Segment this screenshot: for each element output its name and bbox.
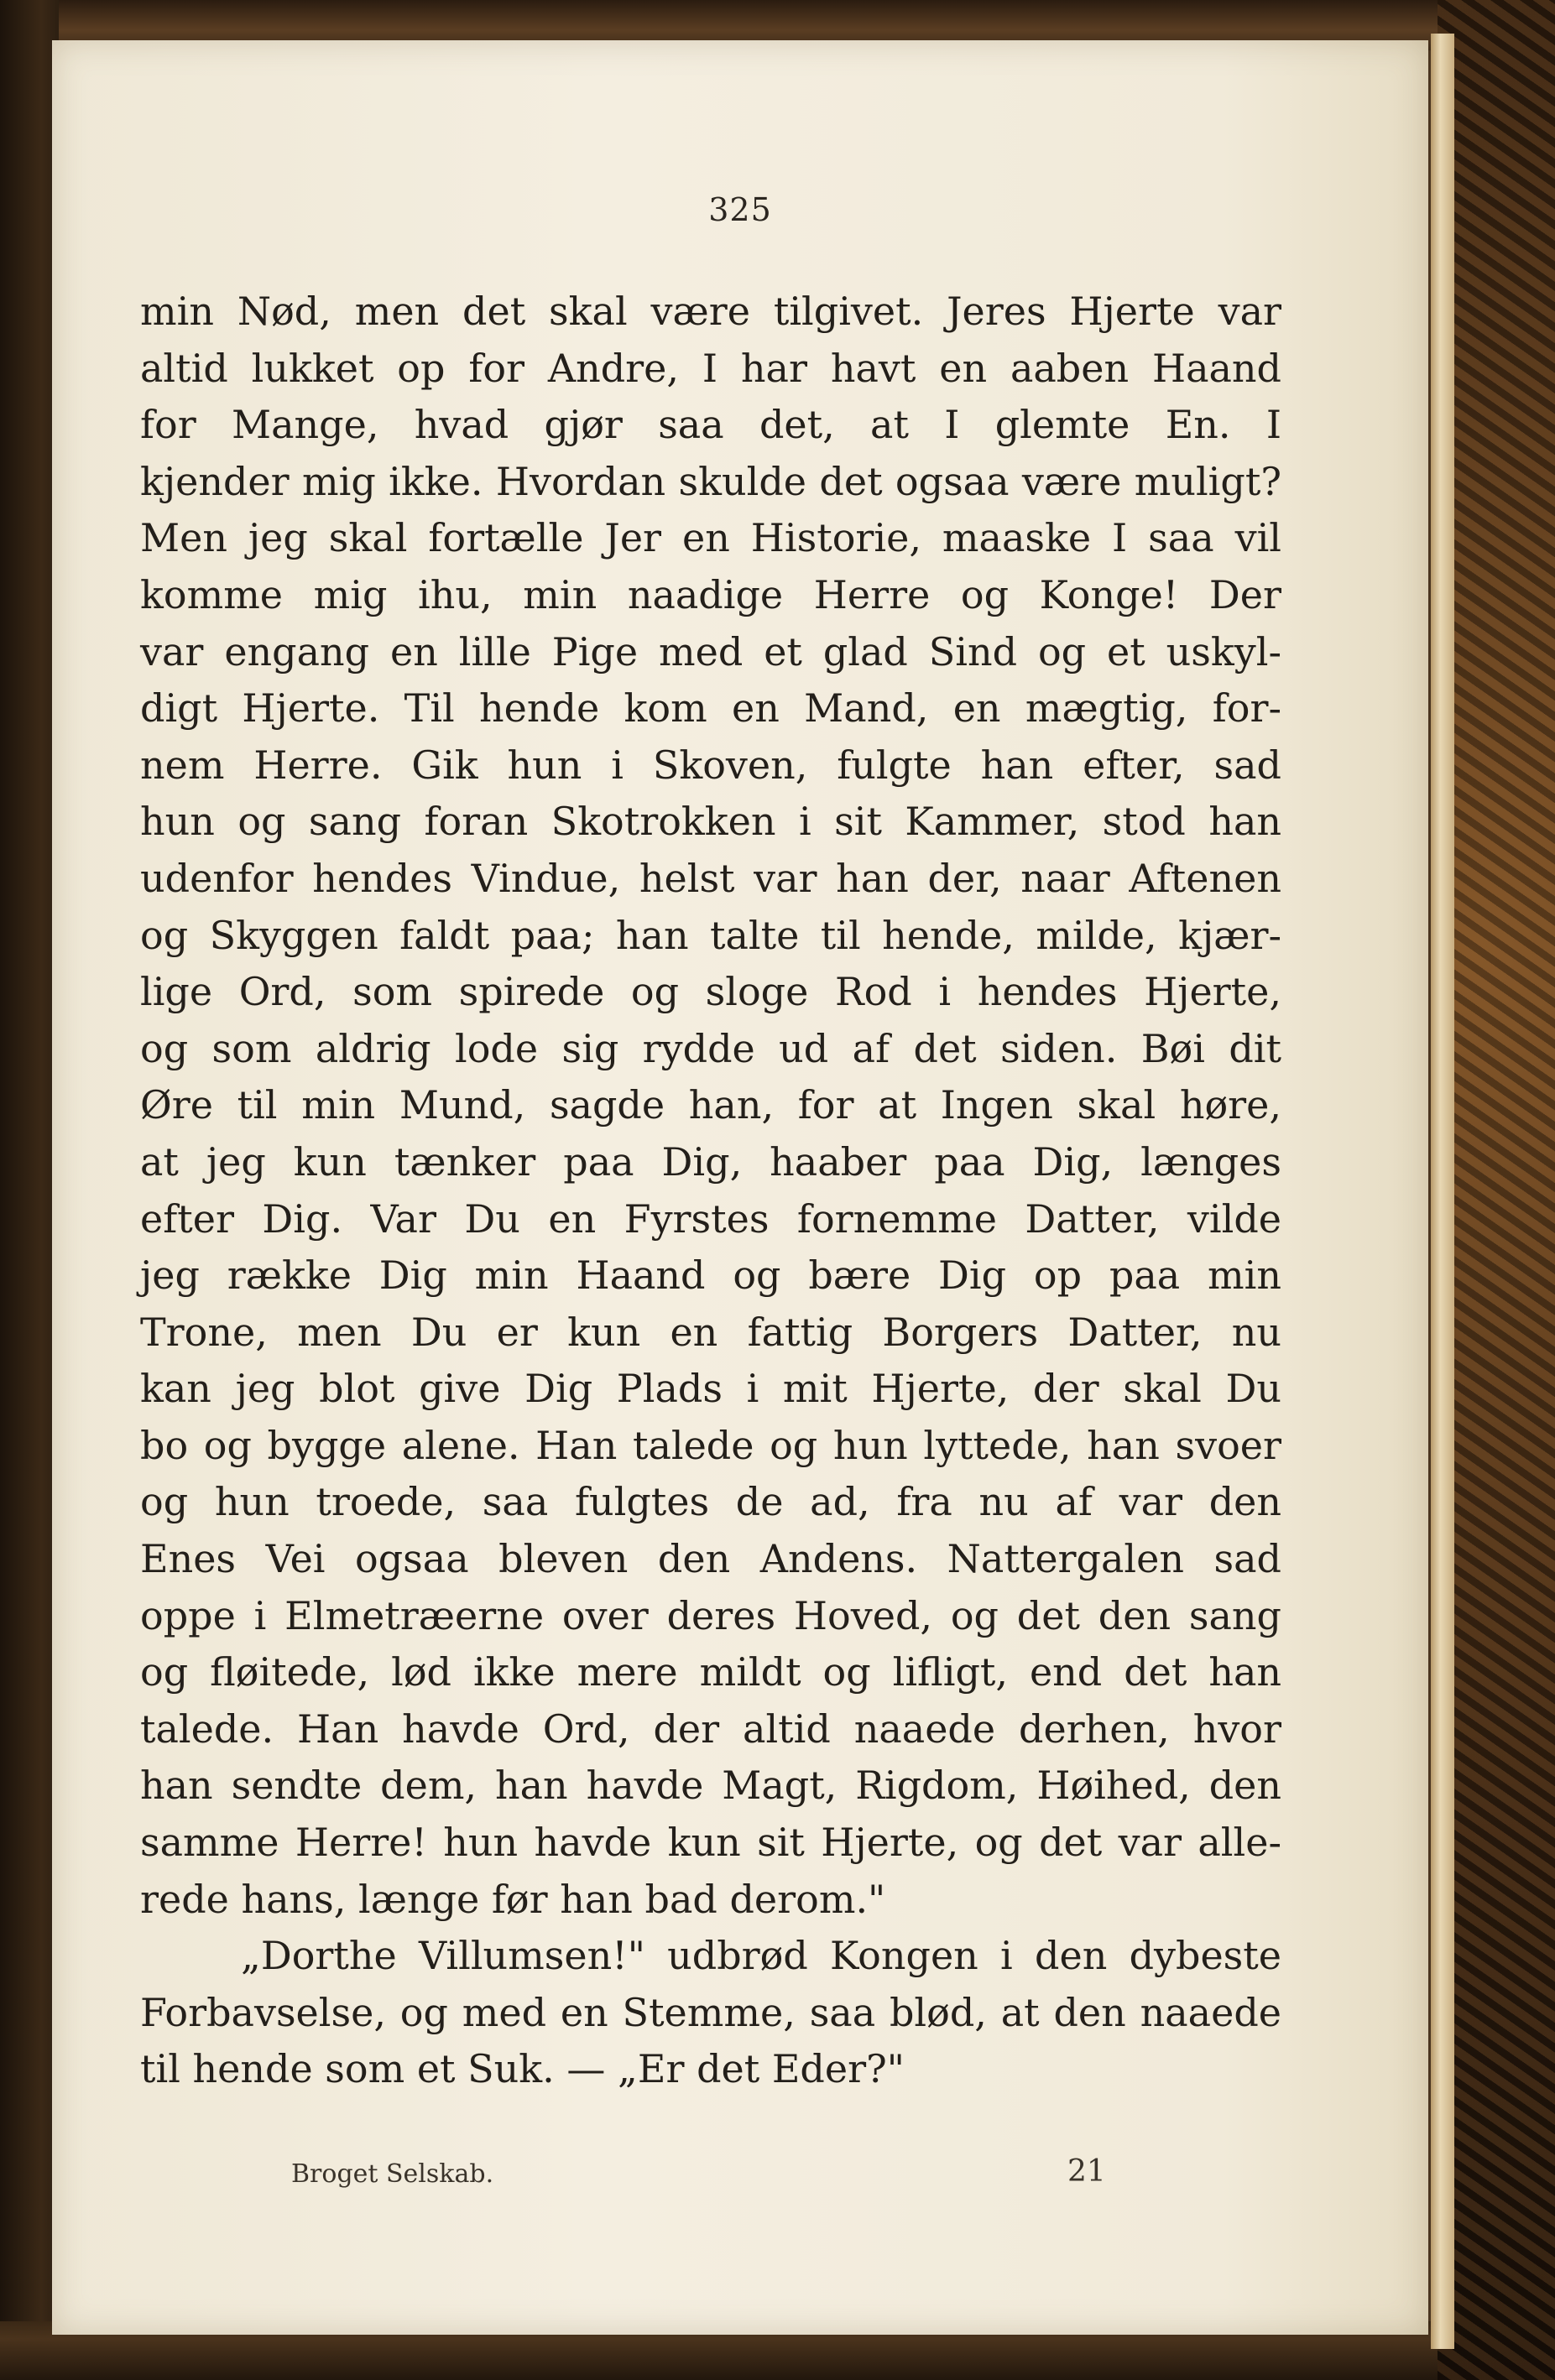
marbled-cover-right [1438, 0, 1555, 2380]
text-line: rede hans, længe før han bad derom." [140, 1876, 886, 1922]
page-number: 325 [708, 191, 772, 228]
text-line: kan jeg blot give Dig Plads i mit Hjerte, der skal Du [140, 1366, 1281, 1412]
text-line: og Skyggen faldt paa; han talte til hende, milde, kjær- [140, 912, 1281, 958]
text-line: hun og sang foran Skotrokken i sit Kammer, stod han [140, 799, 1281, 845]
text-line: Trone, men Du er kun en fattig Borgers Datter, nu [140, 1309, 1281, 1355]
signature-mark: Broget Selskab. [291, 2159, 494, 2189]
text-line: Forbavselse, og med en Stemme, saa blød, at den naaede [140, 1989, 1281, 2035]
paper-page [52, 40, 1428, 2335]
text-line: bo og bygge alene. Han talede og hun lyttede, han svoer [140, 1422, 1281, 1468]
text-line: han sendte dem, han havde Magt, Rigdom, Høihed, den [140, 1763, 1281, 1809]
text-line: samme Herre! hun havde kun sit Hjerte, og det var alle- [140, 1820, 1281, 1866]
text-line: Enes Vei ogsaa bleven den Andens. Nattergalen sad [140, 1536, 1281, 1582]
text-line: og som aldrig lode sig rydde ud af det siden. Bøi dit [140, 1025, 1281, 1071]
page-edges [1431, 34, 1454, 2349]
text-line: Men jeg skal fortælle Jer en Historie, maaske I saa vil [140, 515, 1281, 561]
book-cover-left [0, 0, 59, 2380]
text-line: for Mange, hvad gjør saa det, at I glemte En. I [140, 402, 1281, 448]
text-line: altid lukket op for Andre, I har havt en aaben Haand [140, 345, 1281, 391]
text-line: Øre til min Mund, sagde han, for at Ingen skal høre, [140, 1082, 1281, 1128]
text-line: nem Herre. Gik hun i Skoven, fulgte han efter, sad [140, 742, 1281, 788]
text-line: min Nød, men det skal være tilgivet. Jeres Hjerte var [140, 289, 1281, 334]
text-line: oppe i Elmetræerne over deres Hoved, og det den sang [140, 1592, 1281, 1638]
text-line: og hun troede, saa fulgtes de ad, fra nu af var den [140, 1479, 1281, 1525]
text-line: „Dorthe Villumsen!" udbrød Kongen i den dybeste [241, 1933, 1281, 1979]
text-line: kjender mig ikke. Hvordan skulde det ogsaa være muligt? [140, 458, 1281, 504]
text-line: til hende som et Suk. — „Er det Eder?" [140, 2046, 905, 2092]
text-line: var engang en lille Pige med et glad Sind og et uskyl- [140, 628, 1281, 674]
text-line: digt Hjerte. Til hende kom en Mand, en mægtig, for- [140, 685, 1281, 732]
text-line: jeg række Dig min Haand og bære Dig op paa min [140, 1252, 1281, 1299]
text-line: og fløitede, lød ikke mere mildt og lifligt, end det han [140, 1649, 1281, 1695]
text-line: komme mig ihu, min naadige Herre og Konge! Der [140, 571, 1281, 617]
text-line: udenfor hendes Vindue, helst var han der, naar Aftenen [140, 855, 1281, 901]
sheet-number: 21 [1067, 2154, 1106, 2189]
text-line: efter Dig. Var Du en Fyrstes fornemme Datter, vilde [140, 1195, 1281, 1242]
body-text [140, 284, 1281, 2098]
text-line: at jeg kun tænker paa Dig, haaber paa Dig, længes [140, 1138, 1281, 1185]
text-line: talede. Han havde Ord, der altid naaede derhen, hvor [140, 1706, 1281, 1752]
text-line: lige Ord, som spirede og sloge Rod i hendes Hjerte, [140, 969, 1281, 1015]
